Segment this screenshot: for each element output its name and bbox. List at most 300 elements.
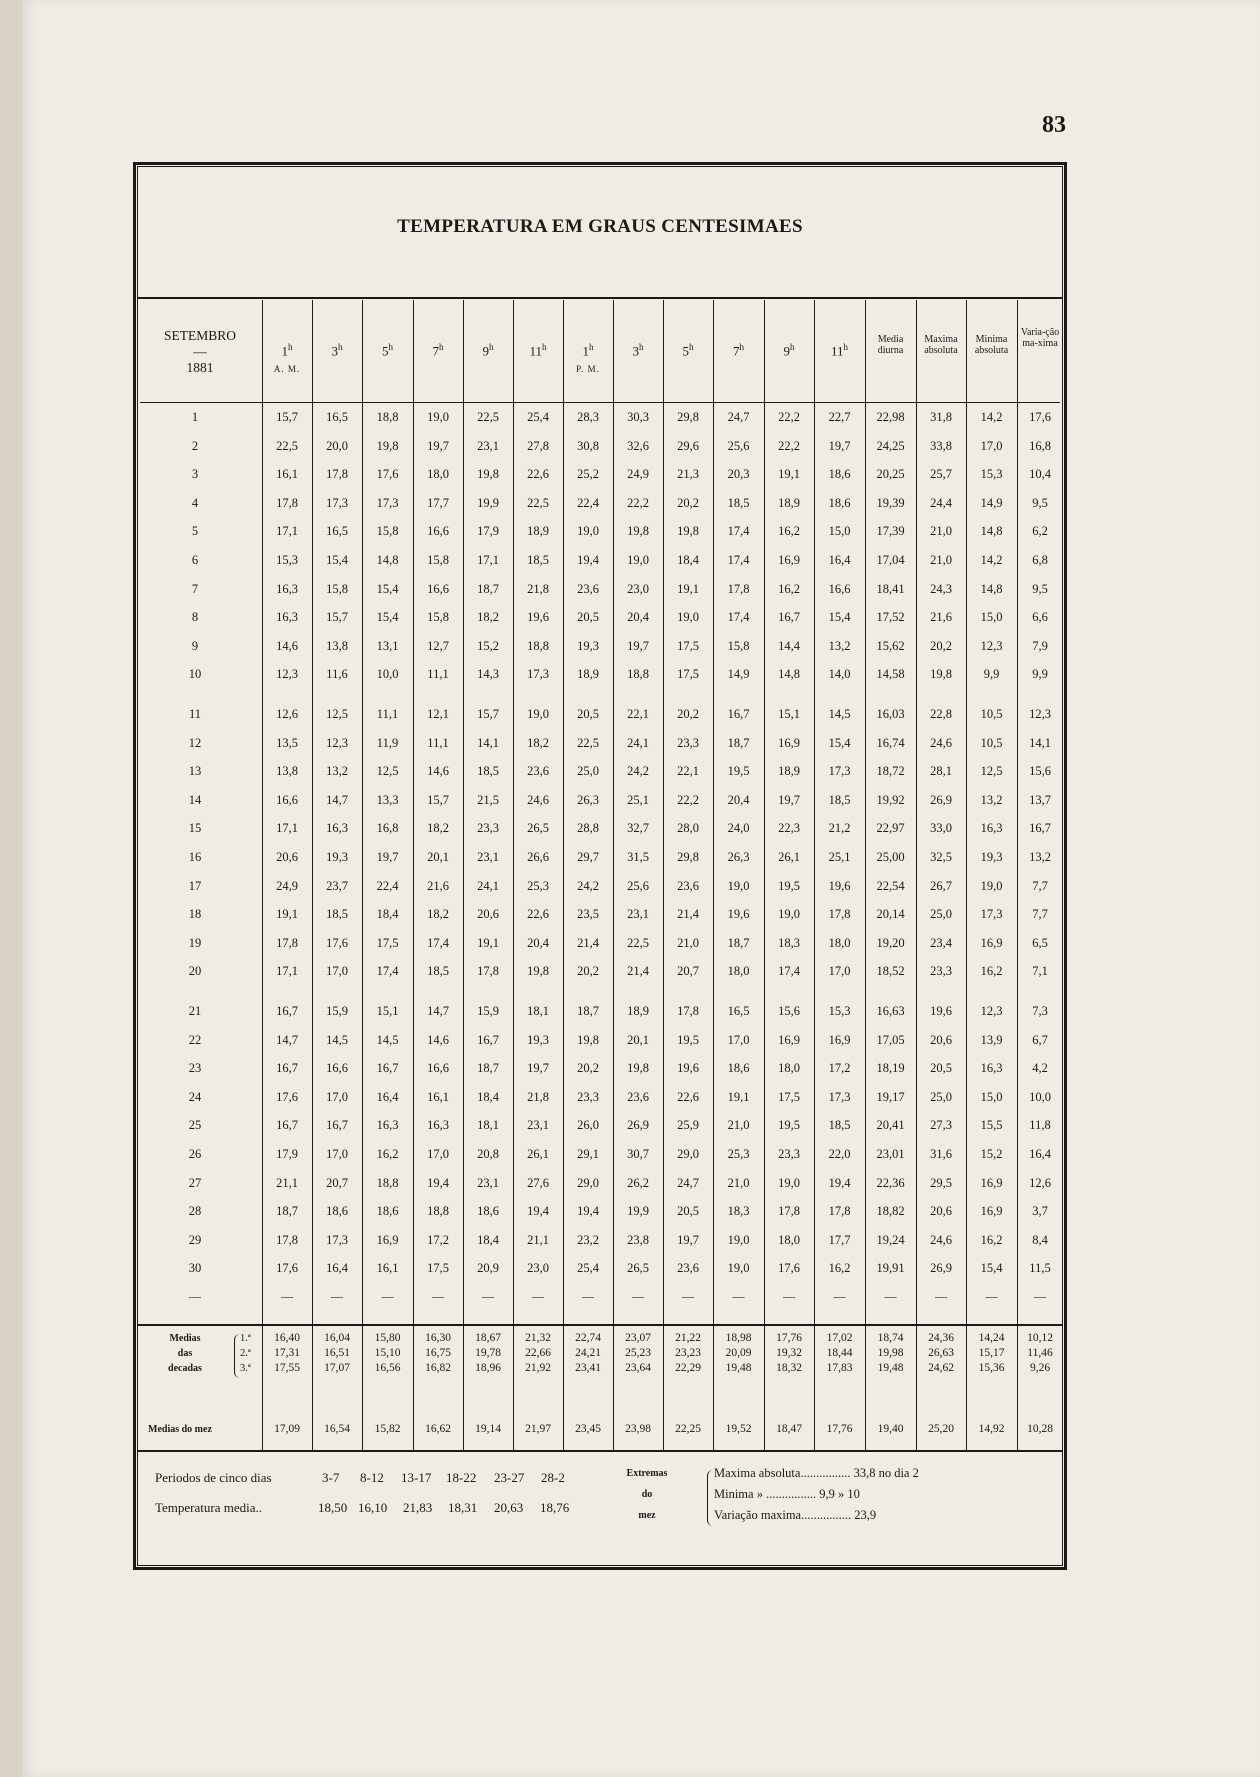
table-cell: 14,2 [980, 553, 1003, 567]
table-cell: 22,97 [876, 821, 905, 836]
table-cell: 26,1 [778, 850, 800, 864]
table-cell: 24,9 [627, 467, 649, 482]
table-cell: 16,7 [276, 1118, 298, 1133]
table-cell: 3,7 [1032, 1204, 1048, 1219]
decade-cell: 19,98 [877, 1347, 904, 1359]
table-cell: 19,7 [677, 1232, 699, 1247]
table-cell: 25,3 [727, 1147, 750, 1161]
table-cell: 33,8 [930, 438, 952, 453]
media-diurna-header: Media diurna [877, 334, 904, 356]
table-cell: 18,6 [828, 467, 851, 482]
table-cell: 15,8 [427, 610, 449, 625]
table-cell: 9,9 [1032, 667, 1048, 682]
table-cell: 18,52 [876, 964, 905, 979]
month-mean-cell: 23,45 [575, 1423, 601, 1435]
table-cell: 19,7 [828, 438, 851, 453]
table-cell: 22,54 [876, 878, 905, 893]
table-cell: 17,6 [778, 1261, 800, 1276]
table-cell: 20,1 [427, 850, 449, 864]
day-number: 16 [188, 850, 202, 864]
table-cell: 14,8 [980, 581, 1003, 596]
table-cell: 19,1 [778, 467, 800, 482]
maxima-absoluta-header: Maxima absoluta [924, 334, 958, 356]
table-cell: 24,1 [477, 878, 499, 893]
table-cell: 22,8 [930, 707, 952, 721]
table-cell: 19,0 [677, 610, 699, 625]
table-cell: 17,8 [276, 1232, 298, 1247]
dash-separator: — [381, 1289, 394, 1304]
table-cell: 17,5 [677, 667, 699, 682]
day-number: 6 [191, 553, 199, 567]
table-cell: 17,7 [427, 495, 449, 510]
table-cell: 29,8 [677, 410, 699, 424]
table-cell: 20,2 [677, 495, 699, 510]
table-cell: 18,5 [828, 1118, 851, 1133]
table-cell: 17,4 [727, 610, 750, 625]
table-cell: 16,2 [980, 964, 1003, 979]
table-cell: 19,5 [778, 1118, 800, 1133]
table-cell: 21,4 [627, 964, 649, 979]
table-cell: 24,9 [276, 878, 298, 893]
hour-suffix: h [388, 342, 393, 352]
table-cell: 21,0 [930, 553, 952, 567]
hour-header [362, 340, 413, 358]
table-cell: 19,17 [876, 1089, 905, 1104]
day-number: 14 [188, 792, 202, 807]
table-cell: 17,6 [276, 1261, 298, 1276]
month-mean-cell: 17,76 [826, 1423, 853, 1435]
table-cell: 23,1 [627, 907, 649, 922]
table-cell: 22,5 [527, 495, 549, 510]
extremes-label-line: Extremas [626, 1468, 668, 1479]
table-cell: 20,5 [577, 707, 599, 721]
extremes-label-line: do [641, 1489, 653, 1500]
decade-cell: 17,76 [776, 1332, 802, 1344]
day-number: 9 [191, 638, 199, 653]
table-cell: 20,4 [527, 935, 549, 950]
table-cell: 26,7 [930, 878, 952, 893]
table-cell: 18,1 [527, 1004, 549, 1018]
table-cell: 13,1 [376, 638, 399, 653]
table-cell: 18,8 [376, 1175, 399, 1190]
table-cell: 17,1 [276, 821, 298, 836]
table-cell: 7,1 [1032, 964, 1048, 979]
day-number: 29 [188, 1232, 202, 1247]
table-cell: 22,5 [276, 438, 298, 453]
hour-header [613, 340, 663, 358]
dash-separator: — [833, 1289, 846, 1304]
table-cell: 16,6 [276, 792, 298, 807]
extremes-max-line: Maxima absoluta................ 33,8 no dia 2 [714, 1466, 919, 1480]
day-number: 17 [188, 878, 202, 893]
decade-cell: 15,10 [374, 1347, 401, 1359]
table-cell: 16,7 [326, 1118, 348, 1133]
day-number: 4 [191, 495, 199, 510]
table-cell: 19,0 [727, 878, 750, 893]
table-cell: 16,2 [778, 524, 800, 539]
table-cell: 16,4 [326, 1261, 348, 1276]
table-cell: 25,1 [828, 850, 851, 864]
table-cell: 26,3 [577, 792, 599, 807]
day-number: 21 [188, 1004, 202, 1018]
hour-header [563, 340, 613, 377]
month-mean-cell: 19,14 [475, 1423, 501, 1435]
month-mean-cell: 10,28 [1027, 1423, 1053, 1435]
decade-cell: 21,22 [675, 1332, 701, 1344]
table-cell: 23,0 [627, 581, 649, 596]
decade-cell: 21,32 [525, 1332, 551, 1344]
hour-suffix: h [288, 342, 293, 352]
hour-header [663, 340, 713, 358]
table-cell: 16,9 [980, 935, 1003, 950]
table-cell: 17,0 [326, 1147, 348, 1161]
table-cell: 18,72 [876, 764, 905, 779]
table-cell: 20,6 [477, 907, 499, 922]
table-cell: 18,7 [577, 1004, 599, 1018]
hour-suffix: h [489, 342, 494, 352]
table-cell: 18,0 [778, 1232, 800, 1247]
table-cell: 14,7 [427, 1004, 449, 1018]
table-cell: 16,2 [376, 1147, 399, 1161]
day-number: 24 [188, 1089, 202, 1104]
decade-cell: 17,83 [826, 1362, 853, 1374]
table-cell: 13,2 [980, 792, 1003, 807]
table-cell: 21,3 [677, 467, 699, 482]
table-cell: 29,1 [577, 1147, 599, 1161]
table-cell: 29,0 [577, 1175, 599, 1190]
table-cell: 23,4 [930, 935, 952, 950]
day-number: 2 [191, 438, 199, 453]
table-cell: 16,4 [376, 1089, 399, 1104]
table-cell: 16,63 [876, 1004, 905, 1018]
table-cell: 14,2 [980, 410, 1003, 424]
table-cell: 17,0 [828, 964, 851, 979]
table-cell: 16,5 [326, 524, 348, 539]
decade-cell: 17,55 [274, 1362, 300, 1374]
table-cell: 24,6 [930, 735, 952, 750]
table-cell: 17,3 [326, 495, 348, 510]
table-cell: 16,7 [376, 1061, 399, 1076]
decade-cell: 15,17 [978, 1347, 1005, 1359]
decade-cell: 16,75 [425, 1347, 451, 1359]
table-cell: 23,6 [527, 764, 549, 779]
day-number: 23 [188, 1061, 202, 1076]
hour-suffix: h [542, 342, 547, 352]
table-cell: 6,2 [1032, 524, 1048, 539]
table-cell: 17,3 [828, 1089, 851, 1104]
table-cell: 17,0 [427, 1147, 449, 1161]
hour-suffix: h [843, 342, 849, 352]
day-number: 19 [188, 935, 202, 950]
table-cell: 11,6 [326, 667, 348, 682]
table-cell: 16,9 [980, 1175, 1003, 1190]
decade-cell: 18,74 [877, 1332, 904, 1344]
table-cell: 17,1 [477, 553, 499, 567]
table-cell: 17,52 [876, 610, 905, 625]
table-cell: 10,0 [1029, 1089, 1051, 1104]
table-cell: 26,3 [727, 850, 750, 864]
table-cell: 19,5 [727, 764, 750, 779]
table-cell: 23,3 [477, 821, 499, 836]
table-cell: 19,8 [477, 467, 499, 482]
table-cell: 19,3 [527, 1032, 549, 1047]
table-cell: 19,0 [727, 1261, 750, 1276]
dash-separator: — [783, 1289, 795, 1304]
table-cell: 15,9 [477, 1004, 499, 1018]
hour-suffix: h [589, 342, 594, 352]
decade-label-line: das [177, 1348, 193, 1359]
table-cell: 24,6 [930, 1232, 952, 1247]
table-cell: 15,6 [1029, 764, 1051, 779]
hour-number: 3 [331, 343, 338, 359]
table-cell: 22,36 [876, 1175, 905, 1190]
table-cell: 23,3 [677, 735, 699, 750]
table-cell: 25,6 [627, 878, 649, 893]
table-cell: 16,3 [326, 821, 348, 836]
decade-cell: 16,30 [425, 1332, 451, 1344]
period-value: 3-7 [322, 1470, 340, 1485]
table-cell: 21,8 [527, 581, 549, 596]
hour-number: 5 [682, 343, 689, 359]
table-cell: 18,9 [527, 524, 549, 539]
dash-separator: — [732, 1289, 745, 1304]
table-cell: 28,8 [577, 821, 599, 836]
table-cell: 19,7 [627, 638, 649, 653]
table-cell: 24,2 [577, 878, 599, 893]
table-cell: 15,7 [427, 792, 449, 807]
table-cell: 6,7 [1032, 1032, 1048, 1047]
table-cell: 17,3 [376, 495, 399, 510]
table-cell: 29,0 [677, 1147, 699, 1161]
table-cell: 27,6 [527, 1175, 549, 1190]
month-mean-cell: 23,98 [625, 1423, 651, 1435]
table-cell: 17,8 [778, 1204, 800, 1219]
table-cell: 18,0 [727, 964, 750, 979]
table-cell: 20,3 [727, 467, 750, 482]
table-cell: 20,4 [627, 610, 649, 625]
decade-cell: 22,74 [575, 1332, 601, 1344]
table-cell: 18,19 [876, 1061, 905, 1076]
table-cell: 26,1 [527, 1147, 549, 1161]
table-cell: 26,6 [527, 850, 549, 864]
table-cell: 15,4 [326, 553, 348, 567]
day-number: 15 [188, 821, 202, 836]
period-value: 23-27 [494, 1470, 525, 1485]
dash-separator: — [432, 1289, 444, 1304]
table-cell: 14,5 [828, 707, 851, 721]
table-cell: 15,5 [980, 1118, 1003, 1133]
table-cell: 15,4 [376, 581, 399, 596]
table-cell: 18,8 [376, 410, 399, 424]
month-header [140, 328, 260, 376]
table-cell: 19,91 [876, 1261, 905, 1276]
decade-ordinal: 1.ª [240, 1333, 251, 1344]
table-cell: 17,4 [727, 524, 750, 539]
table-cell: 17,9 [276, 1147, 298, 1161]
table-cell: 15,9 [326, 1004, 348, 1018]
table-cell: 25,4 [577, 1261, 599, 1276]
table-cell: 20,41 [876, 1118, 905, 1133]
table-cell: 10,5 [980, 735, 1003, 750]
table-cell: 23,3 [577, 1089, 599, 1104]
table-cell: 20,6 [930, 1204, 952, 1219]
table-cell: 14,1 [1029, 735, 1051, 750]
table-cell: 14,5 [376, 1032, 399, 1047]
dash-separator: — [331, 1289, 343, 1304]
decade-cell: 19,48 [725, 1362, 752, 1374]
table-cell: 18,8 [527, 638, 549, 653]
table-cell: 19,1 [276, 907, 298, 922]
table-cell: 14,3 [477, 667, 499, 682]
table-cell: 16,6 [326, 1061, 348, 1076]
table-cell: 16,6 [427, 1061, 449, 1076]
table-cell: 20,7 [326, 1175, 348, 1190]
temperature-mean-label: Temperatura media.. [155, 1500, 263, 1515]
table-cell: 19,1 [677, 581, 699, 596]
table-cell: 13,2 [828, 638, 851, 653]
hour-header [413, 340, 463, 358]
table-cell: 24,0 [727, 821, 750, 836]
month-mean-cell: 19,40 [877, 1423, 904, 1435]
table-cell: 29,8 [677, 850, 699, 864]
table-cell: 15,62 [876, 638, 905, 653]
month-dash: — [193, 344, 207, 359]
table-cell: 15,3 [828, 1004, 851, 1018]
hour-suffix: h [639, 342, 644, 352]
table-cell: 16,3 [427, 1118, 449, 1133]
table-cell: 17,2 [427, 1232, 449, 1247]
table-cell: 14,8 [376, 553, 399, 567]
table-cell: 7,9 [1032, 638, 1048, 653]
table-cell: 12,7 [427, 638, 449, 653]
month-mean-cell: 17,09 [274, 1423, 300, 1435]
day-number: 28 [188, 1204, 202, 1219]
extremes-variation-line: Variação maxima................ 23,9 [714, 1508, 877, 1522]
table-cell: 19,8 [627, 524, 649, 539]
table-cell: 16,2 [778, 581, 800, 596]
month-mean-cell: 16,62 [425, 1423, 451, 1435]
table-cell: 19,3 [577, 638, 599, 653]
decade-cell: 23,41 [575, 1362, 601, 1374]
table-cell: 16,03 [876, 707, 905, 721]
table-cell: 20,1 [627, 1032, 649, 1047]
table-cell: 18,0 [828, 935, 851, 950]
table-cell: 17,8 [727, 581, 750, 596]
table-cell: 16,6 [427, 581, 449, 596]
table-cell: 19,7 [527, 1061, 549, 1076]
table-cell: 17,8 [677, 1004, 699, 1018]
table-cell: 11,1 [427, 667, 449, 682]
table-cell: 18,6 [828, 495, 851, 510]
decade-cell: 24,62 [928, 1362, 954, 1374]
table-cell: 6,5 [1032, 935, 1048, 950]
table-cell: 18,41 [876, 581, 905, 596]
table-cell: 22,2 [627, 495, 649, 510]
table-cell: 19,4 [577, 553, 599, 567]
table-cell: 15,3 [276, 553, 298, 567]
table-cell: 14,5 [326, 1032, 348, 1047]
table-cell: 16,9 [376, 1232, 399, 1247]
hour-suffix: h [689, 342, 694, 352]
decade-cell: 26,63 [928, 1347, 954, 1359]
decade-cell: 23,07 [625, 1332, 651, 1344]
decade-cell: 19,48 [877, 1362, 904, 1374]
table-cell: 19,0 [527, 707, 549, 721]
day-number: 13 [188, 764, 202, 779]
hour-number: 5 [382, 343, 389, 359]
table-cell: 19,8 [527, 964, 549, 979]
table-cell: 15,4 [828, 735, 851, 750]
table-cell: 14,4 [778, 638, 800, 653]
decade-cell: 16,56 [374, 1362, 401, 1374]
temperature-mean-value: 20,63 [494, 1500, 524, 1515]
table-cell: 25,9 [677, 1118, 699, 1133]
table-cell: 25,00 [876, 850, 905, 864]
table-cell: 12,5 [376, 764, 399, 779]
table-cell: 16,7 [276, 1004, 298, 1018]
table-cell: 14,7 [326, 792, 348, 807]
month-mean-cell: 15,82 [374, 1423, 401, 1435]
table-cell: 14,7 [276, 1032, 298, 1047]
table-cell: 12,5 [326, 707, 348, 721]
table-cell: 16,6 [828, 581, 851, 596]
day-number: 26 [188, 1147, 202, 1161]
table-cell: 22,4 [577, 495, 599, 510]
table-cell: 18,1 [477, 1118, 499, 1133]
table-cell: 17,5 [427, 1261, 449, 1276]
pm-label: P. M. [576, 364, 600, 375]
table-cell: 15,8 [727, 638, 750, 653]
day-number: 10 [188, 667, 202, 682]
table-cell: 29,6 [677, 438, 699, 453]
decade-cell: 11,46 [1027, 1347, 1053, 1359]
table-cell: 15,3 [980, 467, 1003, 482]
table-cell: 19,39 [876, 495, 905, 510]
hour-header [463, 340, 513, 358]
temperature-mean-value: 18,76 [540, 1500, 570, 1515]
table-cell: 19,5 [778, 878, 800, 893]
table-cell: 21,4 [577, 935, 599, 950]
table-cell: 16,1 [427, 1089, 449, 1104]
day-number: 12 [188, 735, 202, 750]
table-cell: 21,4 [677, 907, 699, 922]
year-label: 1881 [186, 360, 214, 375]
table-cell: 19,7 [427, 438, 449, 453]
decade-label [150, 1331, 220, 1376]
decade-cell: 14,24 [978, 1332, 1005, 1344]
table-cell: 18,6 [326, 1204, 348, 1219]
table-cell: 22,5 [477, 410, 499, 424]
table-cell: 7,7 [1032, 907, 1048, 922]
table-cell: 17,05 [876, 1032, 905, 1047]
day-number: 7 [191, 581, 199, 596]
table-cell: 19,24 [876, 1232, 905, 1247]
table-cell: 27,8 [527, 438, 549, 453]
decade-cell: 17,31 [274, 1347, 300, 1359]
hour-header [814, 340, 865, 358]
decade-cell: 15,36 [978, 1362, 1005, 1374]
table-cell: 24,7 [727, 410, 750, 424]
table-cell: 17,6 [276, 1089, 298, 1104]
table-cell: 19,3 [980, 850, 1003, 864]
table-cell: 7,7 [1032, 878, 1048, 893]
day-number: 1 [191, 410, 199, 424]
table-cell: 17,0 [727, 1032, 750, 1047]
table-cell: 21,1 [276, 1175, 298, 1190]
table-cell: 12,6 [1029, 1175, 1051, 1190]
dash-separator: — [632, 1289, 644, 1304]
table-cell: 17,3 [326, 1232, 348, 1247]
